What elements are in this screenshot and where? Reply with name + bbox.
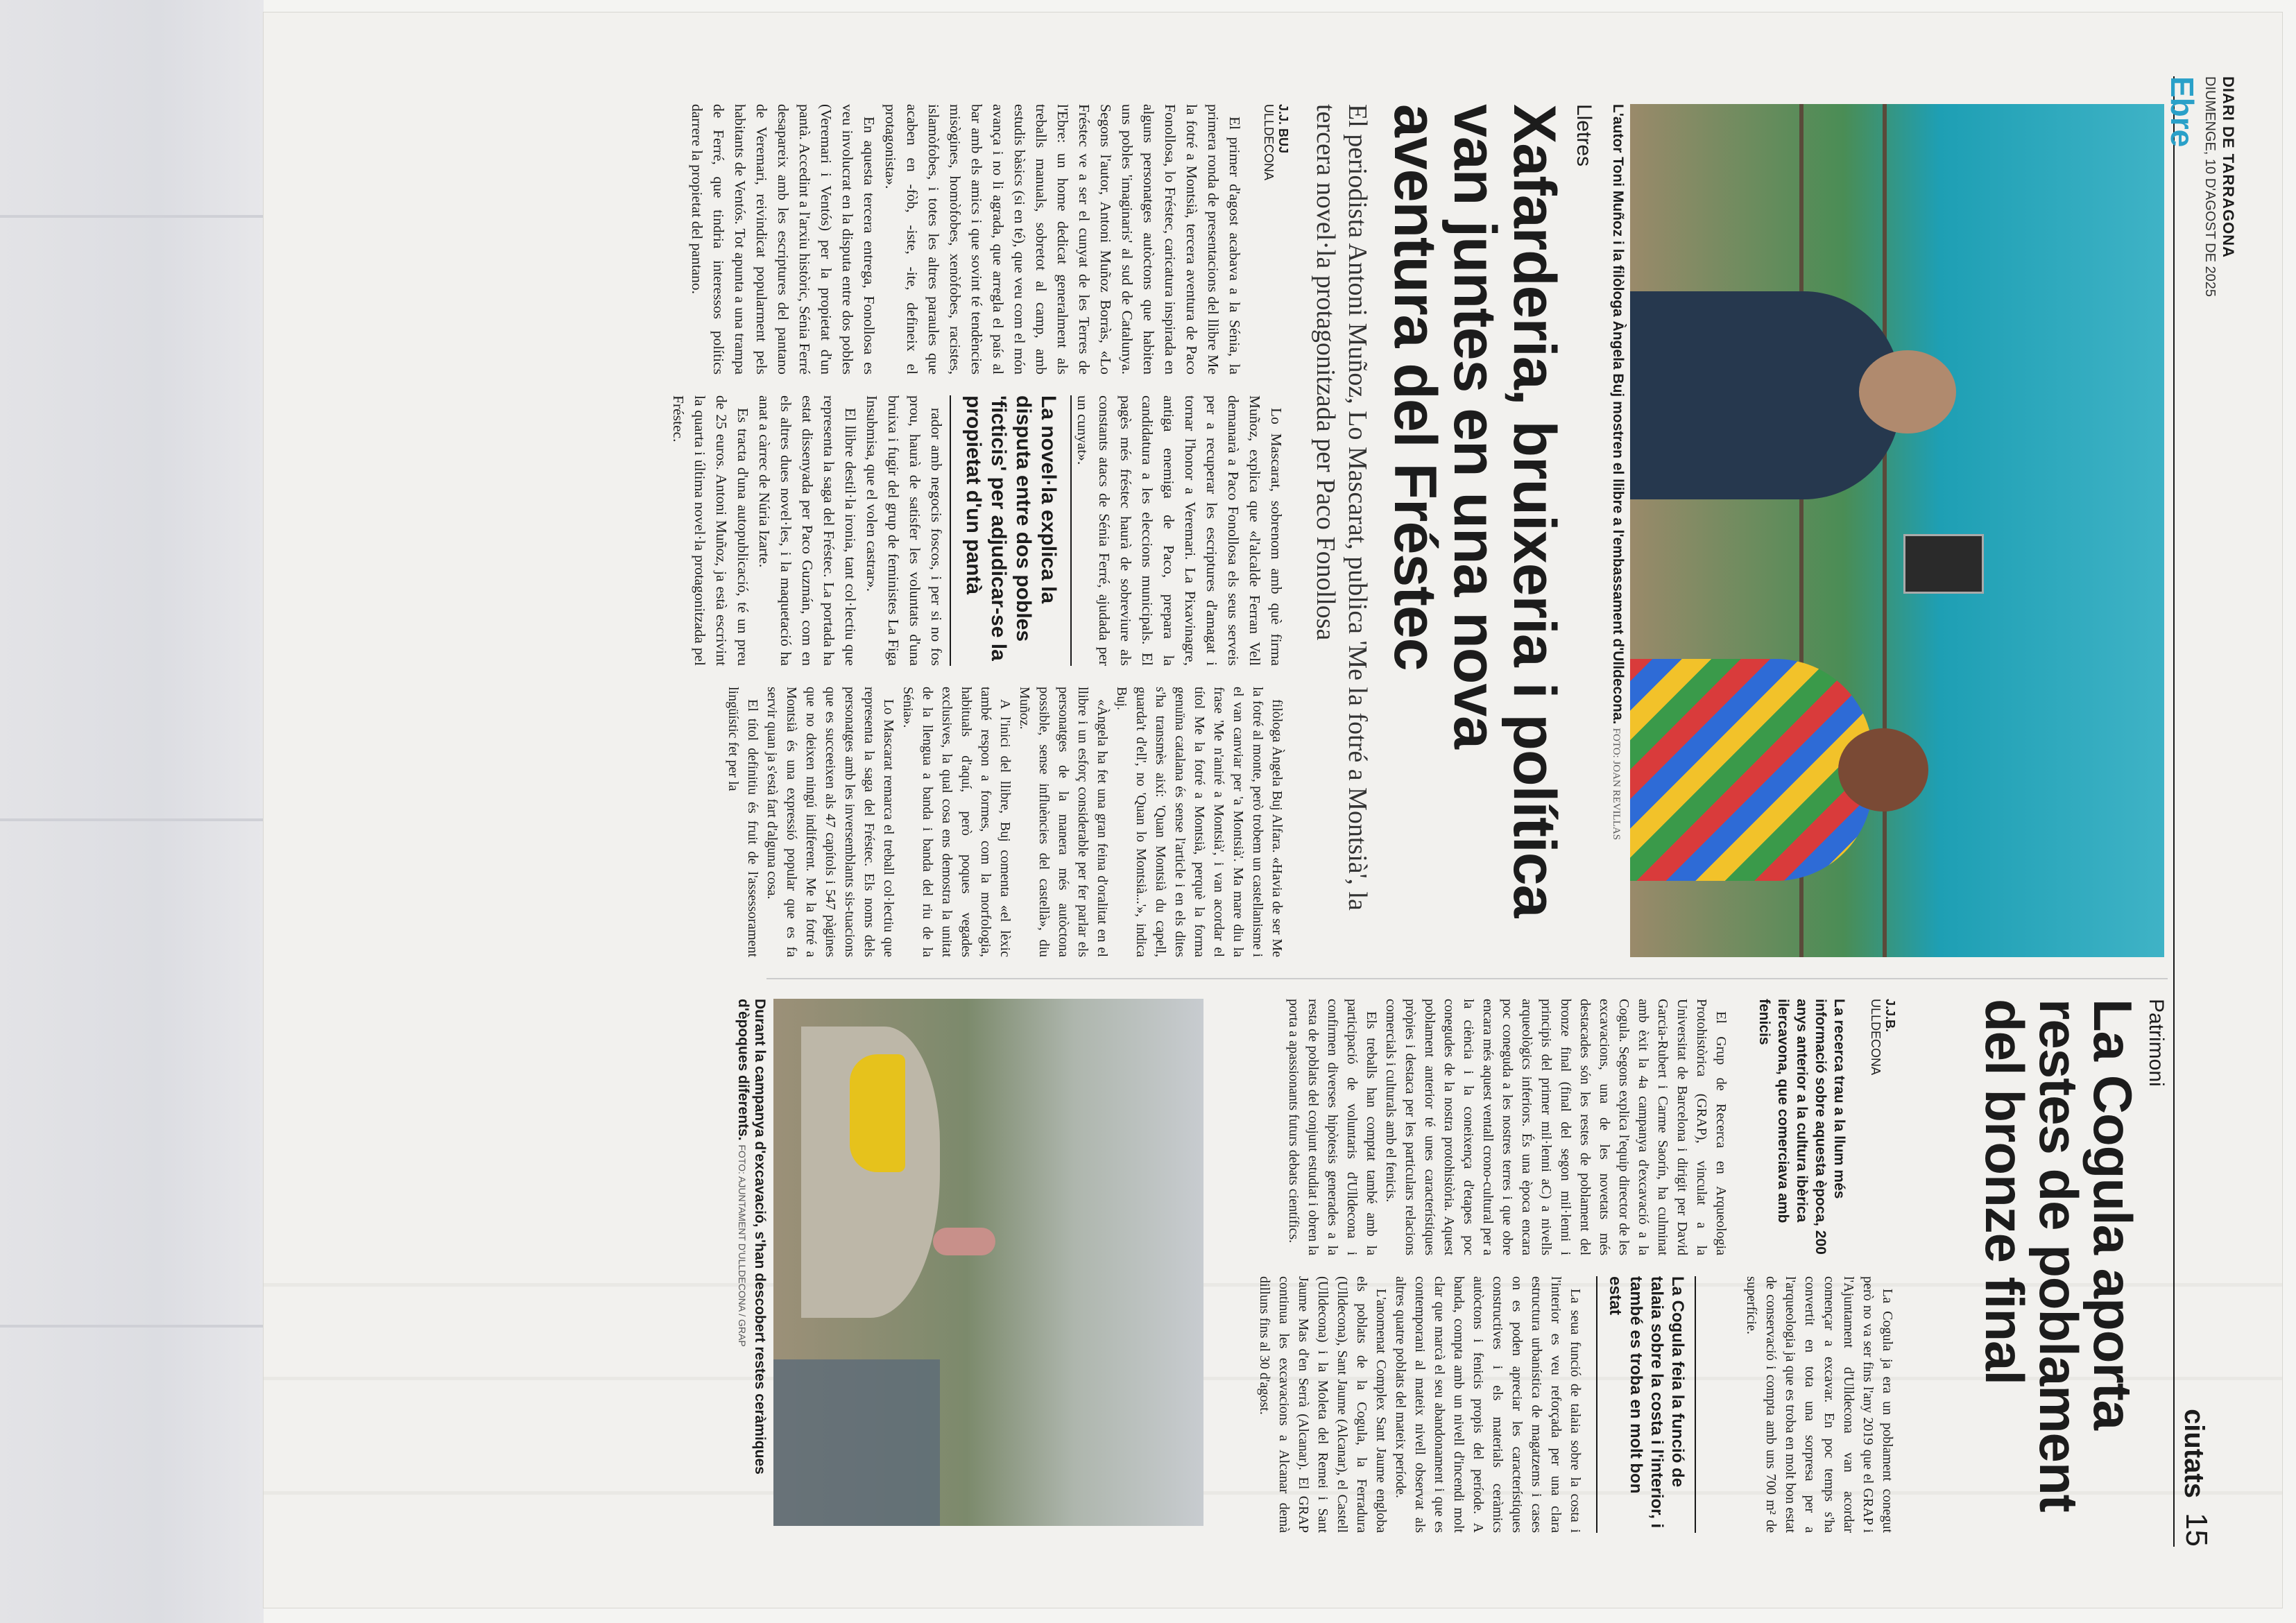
article-kicker: Lletres [1573,104,1595,167]
photo-wheelbarrow [850,1054,905,1172]
paragraph: «Àngela ha fet una gran feina d'oralitat en el llibre i un esforç considerable per fer parlar els personatges de la manera més autòctona possible, sense influències del castellà», diu Muñoz. [1017,687,1110,957]
rotated-newspaper-page [295,49,2251,1574]
photo-book [1903,534,1984,594]
excavation-photo [773,999,1203,1526]
caption-text: Durant la campanya d'excavació, s'han descobert restes ceràmiques d'èpoques diferents. [735,999,768,1475]
section-label-right: ciutats [2179,1409,2209,1498]
article-column-2b [667,395,947,666]
photo-person-head [1838,728,1928,812]
article-column-3 [723,687,1287,957]
paragraph: La seua funció de talaia sobre la costa i l'interior es veu reforçada per una clara estructura urbanística de magatzems i cases on es poden apreciar les característiques constructives i els materials ceràmics autòctons i fenicis propis del període. A banda, compta amb un nivell d'incendi molt clar que marcà el seu abandonament i que es contemporani al mateix nivell observat als altres quatre poblats del mateix període. [1393,1276,1583,1533]
paragraph: Lo Mascarat remarca el treball col·lectiu que representa la saga del Fréstec. Els noms dels personatges amb les inversemblants sis-tuacions que es succeeixen als 47 capítols i 547 pàgines que no deixen ningú indiferent. Me la fotré a Montsià és una expressió popular que es fa servir quan ja s'està fart d'alguna cosa. [764,687,896,957]
byline-name: J.J. BUJ [1276,104,1290,154]
scan-artifact-line [0,215,264,218]
scanner-margin [0,0,264,1623]
paragraph: rador amb negocis foscos, i per si no fos prou, haurà de satisfer les voluntats d'una bruixa i fugir del grup de feministes La Figa Insubmisa, que el volen castrar». [864,395,945,666]
paragraph: Els treballs han comptat també amb la participació de voluntaris d'Ulldecona i confirmen diverses hipòtesis generades a la resta de poblats del conjunt estudiat i obren la porta a apassionants futurs debats científics. [1286,999,1379,1255]
pullquote: La novel·la explica la disputa entre dos pobles 'ficticis' per adjudicar-se la propietat d'un pantà [950,395,1072,666]
side-article-column-2b [1255,1276,1585,1533]
page-number: 15 [2179,1513,2213,1547]
paragraph: El títol definitiu és fruit de l'assessorament lingüístic fet per la [726,687,760,957]
side-article-subhead: La Cogula feia la funció de talaia sobre la costa i l'interior, i també es troba en molt bon estat [1596,1276,1696,1533]
column-divider [766,978,2168,979]
scan-artifact-line [0,818,264,821]
paragraph: Lo Mascarat, sobrenom amb què firma Muñoz, explica que «l'alcalde Ferran Vell demanarà a Paco Fonollosa els seus serveis per a recuperar les escriptures d'amagat i tornar l'honor a Veremari. La Pixavinagre, antiga enemiga de Paco, prepara la candidatura a les eleccions municipals. El pagès més fréstec haurà de sobreviure als constants atacs de Sénia Ferré, ajudada per un cunyat». [1074,395,1285,666]
main-photo-caption [1609,104,1627,957]
side-article-column-1 [1284,999,1731,1255]
paragraph: La Cogula ja era un poblament conegut però no va ser fins l'any 2019 que el GRAP i l'Ajuntament d'Ulldecona van acordar començar a excavar. En poc temps s'ha convertit en tota una sorpresa per a l'arqueologia ja que es troba en molt bon estat de conservació i compta amb uns 700 m² de superfície. [1744,1276,1895,1533]
photo-person-head [1859,350,1956,433]
paragraph: El Grup de Recerca en Arqueologia Protohistòrica (GRAP), vinculat a la Universitat de Barcelona i dirigit per David Garcia-Rubert i Carme Saorín, ha culminat amb èxit la 4a campanya d'excavació a la Cogula. Segons explica l'equip director de les excavacions, una de les novetats més destacades són les restes de poblament del bronze final (final del segon mil·lenni i principis del primer mil·lenni aC) a nivells arqueològics inferiors. És una època encara poc coneguda a les nostres terres i que obre encara més aquest ventall crono-cultural per a la ciència i la coneixença d'etapes poc conegudes de la nostra protohistòria. Aquest poblament anterior té unes característiques pròpies i destaca per les particulars relacions comercials i culturals amb el fenicis. [1383,999,1729,1255]
paragraph: Es tracta d'una autopublicació, té un preu de 25 euros. Antoni Muñoz, ja està escrivint la quarta i última novel·la protagonitzada pel Fréstec. [670,395,751,666]
byline-place: ULLDECONA [1262,104,1276,181]
photo-person-philologist [1630,659,1873,881]
page-header [2164,76,2244,1547]
side-article-kicker: Patrimoni [2145,999,2168,1087]
paragraph: A l'inici del llibre, Buj comenta «el lèxic també respon a formes, com la morfologia, habituals d'aquí, però poques vegades exclusives, la qual cosa ens demostra la unitat de la llengua a banda i banda del riu de la Sénia». [900,687,1013,957]
excavation-photo-caption [735,999,768,1526]
side-article-byline [1868,999,1897,1137]
caption-text: L'autor Toni Muñoz i la filòloga Àngela Buj mostren el llibre a l'embassament d'Ulldecona. [1610,104,1626,725]
section-label: Ebre [2164,76,2200,148]
photo-fence-rail [1883,104,1887,957]
article-headline: Xafarderia, bruixeria i política van juntes en una nova aventura del Fréstec [1382,104,1568,918]
photo-worker [933,1228,995,1255]
paragraph: En aquesta tercera entrega, Fonollosa es veu involucrat en la disputa entre dos pobles (Veremari i Ventós) per la propietat d'un pantà. Accedint a l'arxiu històric, Sénia Ferré desapareix amb les escriptures del pantano de Veremari, reivindicat popularment pels habitants de Ventós. Tot apunta a una trampa de Ferré, que tindria interessos polítics darrere la propietat del pantano. [689,104,877,375]
main-photo [1630,104,2164,957]
paragraph: El primer d'agost acabava a la Sénia, la primera ronda de presentacions del llibre Me la fotré a Montsià, tercera aventura de Paco Fonollosa, lo Fréstec, caricatura inspirada en alguns personatges autòctons que habiten uns pobles 'imaginaris' al sud de Catalunya. Segons l'autor, Antoni Muñoz Borràs, «Lo Fréstec ve a ser el cunyat de les Terres de l'Ebre: un home dedicat generalment als treballs manuals, sobretot al camp, amb estudis bàsics (si en té), que veu com el món avança i no li agrada, que arregla el país al bar amb els amics i que sovint té tendències misògines, homòfobes, xenòfobes, racistes, islamòfobes, i totes les altres paraules que acaben en -fòb, -iste, -ite, defineix el protagonista». [882,104,1243,375]
side-article-subhead: La recerca trau a la llum més informació sobre aquesta època, 200 anys anterior a la cultura ibèrica ilercavona, que comerciava amb fenicis [1756,999,1847,1255]
byline-name: J.J.B. [1883,999,1897,1033]
article-dek: El periodista Antoni Muñoz, Lo Mascarat, publica 'Me la fotré a Montsià', la tercera novel·la protagonitzada per Paco Fonollosa [1311,104,1372,911]
article-byline [1261,104,1290,243]
photo-credit: FOTO: AJUNTAMENT D'ULLDECONA / GRAP [737,1144,748,1347]
side-article-headline: La Cogula aporta restes de poblament del bronze final [1974,999,2143,1512]
article-column-1 [686,104,1245,375]
scan-artifact-line [0,1325,264,1328]
article-column-2 [1072,395,1287,666]
side-article-column-2 [1742,1276,1897,1533]
byline-place: ULLDECONA [1869,999,1883,1076]
dateline: DIUMENGE, 10 D'AGOST DE 2025 [2202,76,2218,297]
paragraph: filòloga Àngela Buj Alfara. «Havia de ser Me la fotré al monte, però trobem un castellanisme i el van canviar per 'a Montsià'. Ma mare diu la frase 'Me n'aniré a Montsià', i van acordar el títol Me la fotré a Montsià, perquè la forma genuïna catalana és sense l'article i en els dites s'ha transmès així: 'Quan Montsià du capell, guarda't d'ell', no 'Quan lo Montsià...'», indica Buj. [1114,687,1285,957]
masthead: DIARI DE TARRAGONA [2220,76,2237,259]
photo-credit: FOTO: JOAN REVILLAS [1611,728,1622,841]
photo-tarp [773,1359,940,1526]
paragraph: El llibre destil·la ironia, tant col·lectiu que representa la saga del Fréstec. La portada ha estat dissenyada per Paco Guzmán, com en els altres dues novel·les, i la maquetació ha anat a càrrec de Núria Izarte. [756,395,859,666]
paragraph: L'anomenat Complex Sant Jaume engloba els poblats de la Cogula, la Ferradura (Ulldecona), Sant Jaume (Alcanar), el Castell (Ulldecona) i la Moleta del Remei i Sant Jaume Mas d'en Serrà (Alcanar). El GRAP continua les excavacions a Alcanar demà dilluns fins al 30 d'agost. [1257,1276,1389,1533]
